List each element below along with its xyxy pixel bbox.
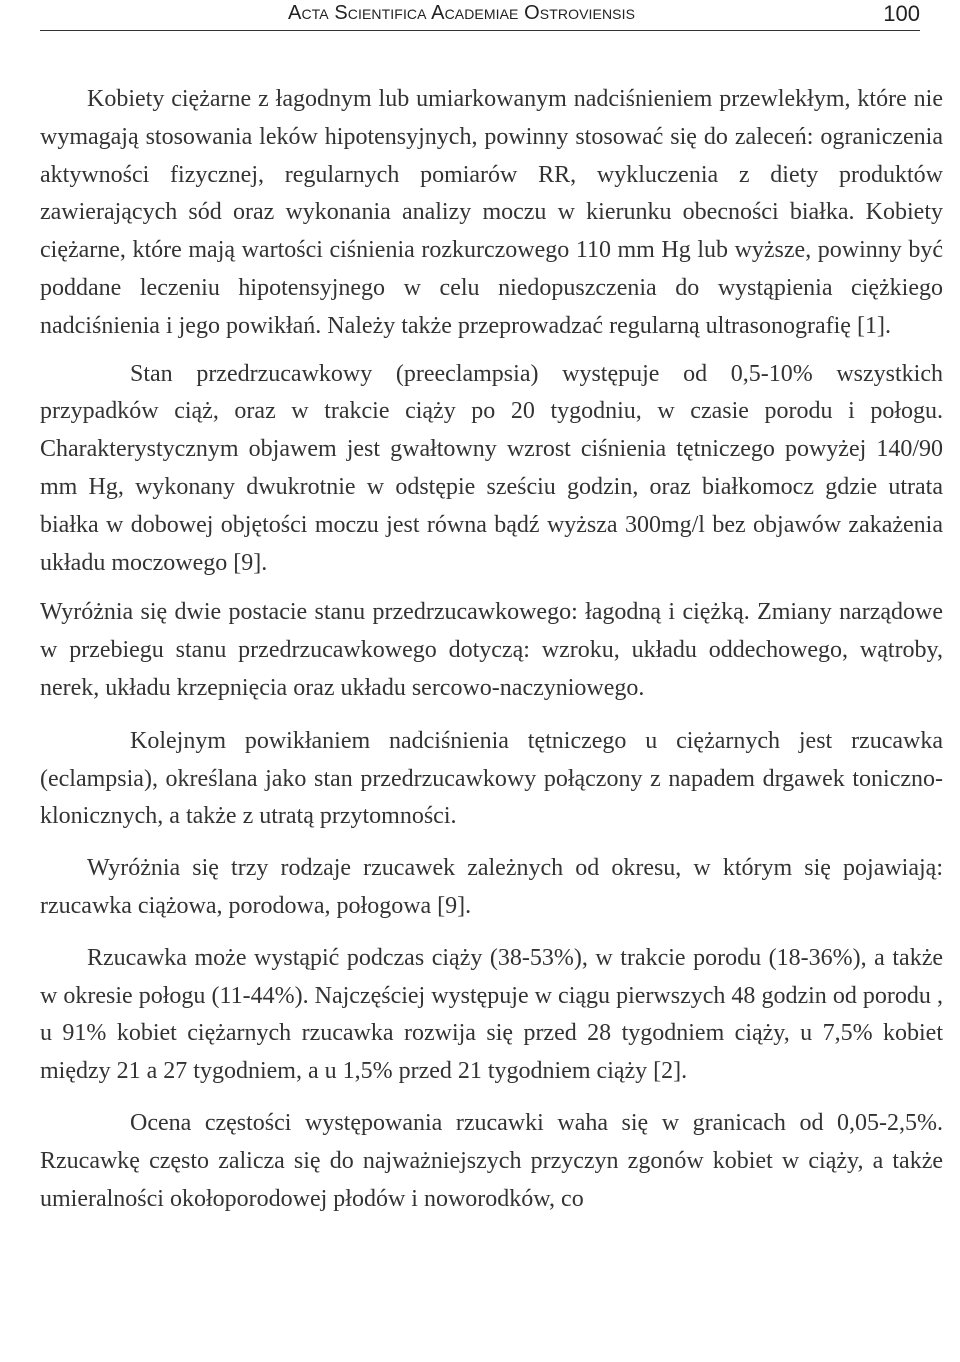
- journal-title: Acta Scientifica Academiae Ostroviensis: [288, 2, 636, 24]
- page-number: 100: [883, 1, 920, 26]
- paragraph-preeclampsia-forms: Wyróżnia się dwie postacie stanu przedrzucawkowego: łagodną i ciężką. Zmiany narządowe w przebiegu stanu przedrzucawkowego dotyczą: wzroku, układu oddechowego, wątroby, nerek, układu krzepnięcia oraz układu sercowo-naczyniowego.: [40, 599, 943, 701]
- paragraph-eclampsia-types: Wyróżnia się trzy rodzaje rzucawek zależnych od okresu, w którym się pojawiają: rzucawka ciążowa, porodowa, połogowa [9].: [40, 855, 943, 919]
- paragraph-eclampsia-timing: Rzucawka może wystąpić podczas ciąży (38-53%), w trakcie porodu (18-36%), a także w okresie połogu (11-44%). Najczęściej występuje w ciągu pierwszych 48 godzin od porodu , u 91% kobiet ciężarnych rzucawka rozwija się przed 28 tygodniem ciąży, u 7,5% kobiet między 21 a 27 tygodniem, a u 1,5% przed 21 tygodniem ciąży [2].: [40, 944, 943, 1085]
- running-header: [40, 0, 920, 31]
- article-body: [40, 81, 943, 1218]
- paragraph-hypertension-recommendations: Kobiety ciężarne z łagodnym lub umiarkowanym nadciśnieniem przewlekłym, które nie wymagają stosowania leków hipotensyjnych, powinny stosować się do zaleceń: ograniczenia aktywności fizycznej, regularnych pomiarów RR, wykluczenia z diety produktów zawierających sód oraz wykonania analizy moczu w kierunku obecności białka. Kobiety ciężarne, które mają wartości ciśnienia rozkurczowego 110 mm Hg lub wyższe, powinny być poddane leczeniu hipotensyjnego w celu niedopuszczenia do wystąpienia ciężkiego nadciśnienia i jego powikłań. Należy także przeprowadzać regularną ultrasonografię [1].: [40, 86, 943, 339]
- paragraph-preeclampsia: Stan przedrzucawkowy (preeclampsia) występuje od 0,5-10% wszystkich przypadków ciąż, oraz w trakcie ciąży po 20 tygodniu, w czasie porodu i połogu. Charakterystycznym objawem jest gwałtowny wzrost ciśnienia tętniczego powyżej 140/90 mm Hg, wykonany dwukrotnie w odstępie sześciu godzin, oraz białkomocz gdzie utrata białka w dobowej objętości moczu jest równa bądź wyższa 300mg/l bez objawów zakażenia układu moczowego [9].: [40, 360, 943, 576]
- paragraph-eclampsia-frequency: Ocena częstości występowania rzucawki waha się w granicach od 0,05-2,5%. Rzucawkę często zalicza się do najważniejszych przyczyn zgonów kobiet w ciąży, a także umieralności okołoporodowej płodów i noworodków, co: [40, 1109, 943, 1212]
- paragraph-eclampsia: Kolejnym powikłaniem nadciśnienia tętniczego u ciężarnych jest rzucawka (eclampsia), określana jako stan przedrzucawkowy połączony z napadem drgawek toniczno-klonicznych, a także z utratą przytomności.: [40, 727, 943, 830]
